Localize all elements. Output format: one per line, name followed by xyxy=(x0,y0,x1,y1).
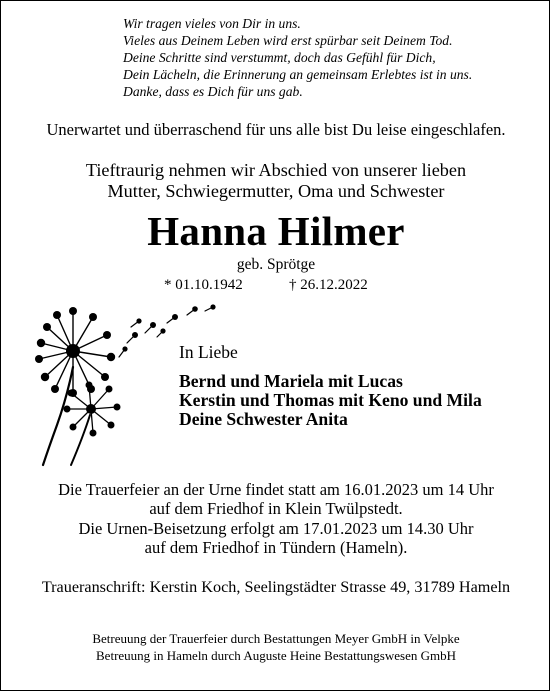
poem-line: Dein Lächeln, die Erinnerung an gemeinsam Erlebtes ist in uns. xyxy=(123,67,473,82)
deceased-name: Hanna Hilmer xyxy=(147,208,405,254)
ceremony-line: auf dem Friedhof in Klein Twülpstedt. xyxy=(149,499,403,519)
farewell-text xyxy=(1,160,550,202)
ceremony-line: Die Trauerfeier an der Urne findet statt am 16.01.2023 um 14 Uhr xyxy=(58,480,494,499)
birth-date: * 01.10.1942 xyxy=(164,277,243,293)
farewell-line: Mutter, Schwiegermutter, Oma und Schwester xyxy=(107,181,445,201)
mourning-address: Traueranschrift: Kerstin Koch, Seelingstädter Strasse 49, 31789 Hameln xyxy=(41,578,511,596)
undertaker-line: Betreuung der Trauerfeier durch Bestattungen Meyer GmbH in Velpke xyxy=(92,631,460,646)
poem-line: Deine Schritte sind verstummt, doch das Gefühl für Dich, xyxy=(123,50,436,65)
death-date: † 26.12.2022 xyxy=(289,277,368,293)
poem-line: Vieles aus Deinem Leben wird erst spürbar seit Deinem Tod. xyxy=(123,33,453,48)
farewell-line: Tieftraurig nehmen wir Abschied von unserer lieben xyxy=(85,160,467,180)
intro-sentence: Unerwartet und überraschend für uns alle bist Du leise eingeschlafen. xyxy=(46,120,506,139)
poem xyxy=(123,15,472,100)
ceremony-line: Die Urnen-Beisetzung erfolgt am 17.01.2023 um 14.30 Uhr xyxy=(78,518,474,538)
ceremony-details xyxy=(1,480,550,557)
maiden-name: geb. Sprötge xyxy=(236,256,316,273)
undertaker-line: Betreuung in Hameln durch Auguste Heine Bestattungswesen GmbH xyxy=(96,648,456,663)
in-love-text: In Liebe xyxy=(179,342,238,362)
family-member: Deine Schwester Anita xyxy=(179,409,348,429)
family-member: Bernd und Mariela mit Lucas xyxy=(179,371,403,391)
undertaker-info xyxy=(1,630,550,664)
family-list xyxy=(179,372,482,429)
family-member: Kerstin und Thomas mit Keno und Mila xyxy=(179,390,482,410)
poem-line: Wir tragen vieles von Dir in uns. xyxy=(123,16,301,31)
ceremony-line: auf dem Friedhof in Tündern (Hameln). xyxy=(144,537,408,557)
poem-line: Danke, dass es Dich für uns gab. xyxy=(123,84,303,99)
